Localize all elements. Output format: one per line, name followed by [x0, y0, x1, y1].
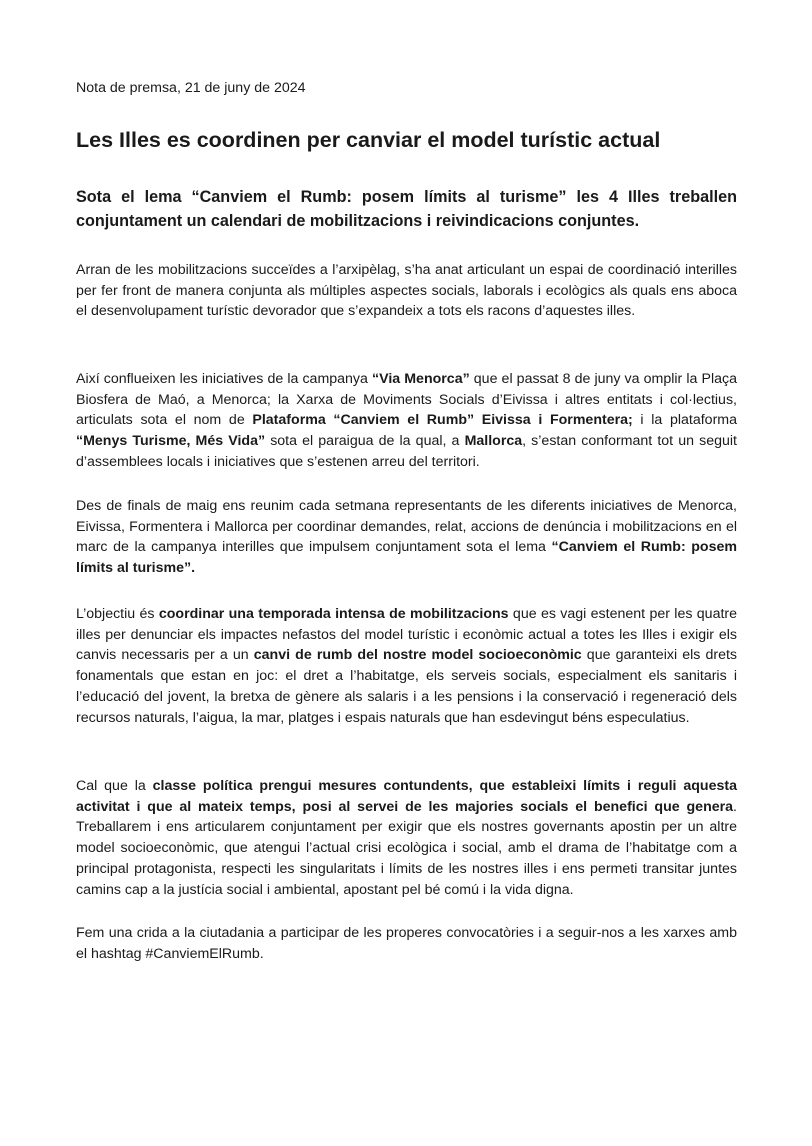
subheadline: Sota el lema “Canviem el Rumb: posem límits al turisme” les 4 Illes treballen conjuntament un calendari de mobilitzacions i reivindicacions conjuntes. — [76, 188, 737, 230]
bold-via-menorca: “Via Menorca” — [372, 371, 470, 387]
bold-mallorca: Mallorca — [464, 433, 523, 450]
text-run: Cal que la — [76, 778, 153, 794]
paragraph-initiatives — [76, 369, 737, 473]
text-run: i la plataforma — [632, 412, 737, 429]
paragraph-coordination — [76, 496, 737, 579]
paragraph-call-to-action: Fem una crida a la ciutadania a participar de les properes convocatòries i a seguir-nos a les xarxes amb el hashtag #CanviemElRumb. — [76, 925, 737, 962]
text-run: Així conflueixen les iniciatives de la campanya — [76, 371, 373, 387]
text-run: Des de finals de maig ens reunim cada setmana representants de les diferents iniciatives de Menorca, Eivissa, Formentera i Mallorca per coordinar demandes, relat, accions de denúncia i mobilitzacions en el marc de la campanya interilles que impulsem conjuntament sota el lema — [76, 498, 737, 556]
text-run: que es vagi estenent per les quatre illes per denunciar els impactes nefastos del model turístic i econòmic actual a totes les Illes i exigir els canvis necessaris per a un — [76, 606, 738, 664]
text-run: sota el paraigua de la qual, a — [265, 433, 465, 450]
bold-campaign-slogan: “Canviem el Rumb: posem límits al turisme”. — [76, 539, 737, 577]
paragraph-demands — [76, 776, 737, 900]
text-run: que garanteixi els drets fonamentals que estan en joc: el dret a l’habitatge, els serveis socials, especialment els sanitaris i l’educació del jovent, la bretxa de gènere als salaris i a les pensions i la conservació i regeneració dels recursos naturals, l’aigua, la mar, platges i espais naturals que han esdevingut béns especulatius. — [76, 647, 738, 726]
bold-menys-turisme: “Menys Turisme, Més Vida” — [76, 433, 266, 450]
text-run: L’objectiu és — [76, 606, 159, 622]
press-release-date: Nota de premsa, 21 de juny de 2024 — [76, 80, 306, 96]
headline: Les Illes es coordinen per canviar el model turístic actual — [76, 128, 661, 152]
text-run: , s’estan conformant tot un seguit d’assemblees locals i iniciatives que s’estenen arreu del territori. — [76, 433, 737, 470]
bold-plataforma-canviem: Plataforma “Canviem el Rumb” Eivissa i Formentera; — [252, 412, 633, 429]
bold-political-class: classe política prengui mesures contundents, que estableixi límits i reguli aquesta activitat i que al mateix temps, posi al servei de les majories socials el benefici que genera — [76, 778, 737, 815]
text-run: que el passat 8 de juny va omplir la Plaça Biosfera de Maó, a Menorca; la Xarxa de Moviments Socials d’Eivissa i altres entitats i col·lectius, articulats sota el nom de — [76, 371, 737, 429]
bold-model-change: canvi de rumb del nostre model socioeconòmic — [253, 647, 582, 664]
paragraph-intro: Arran de les mobilitzacions succeïdes a l’arxipèlag, s’ha anat articulant un espai de coordinació interilles per fer front de manera conjunta als múltiples aspectes socials, laborals i ecològics als quals ens aboca el desenvolupament turístic devorador que s’expandeix a tots els racons d’aquestes illes. — [76, 262, 737, 320]
text-run: . Treballarem i ens articularem conjuntament per exigir que els nostres governants apostin per un altre model socioeconòmic, que atengui l’actual crisi ecològica i social, amb el drama de l’habitatge com a principal protagonista, respecti les singularitats i límits de les nostres illes i ens permeti transitar juntes camins cap a la justícia social i ambiental, apostant pel bé comú i la vida digna. — [76, 798, 737, 898]
bold-mobilizations: coordinar una temporada intensa de mobilitzacions — [158, 606, 509, 622]
paragraph-objective — [76, 604, 737, 728]
